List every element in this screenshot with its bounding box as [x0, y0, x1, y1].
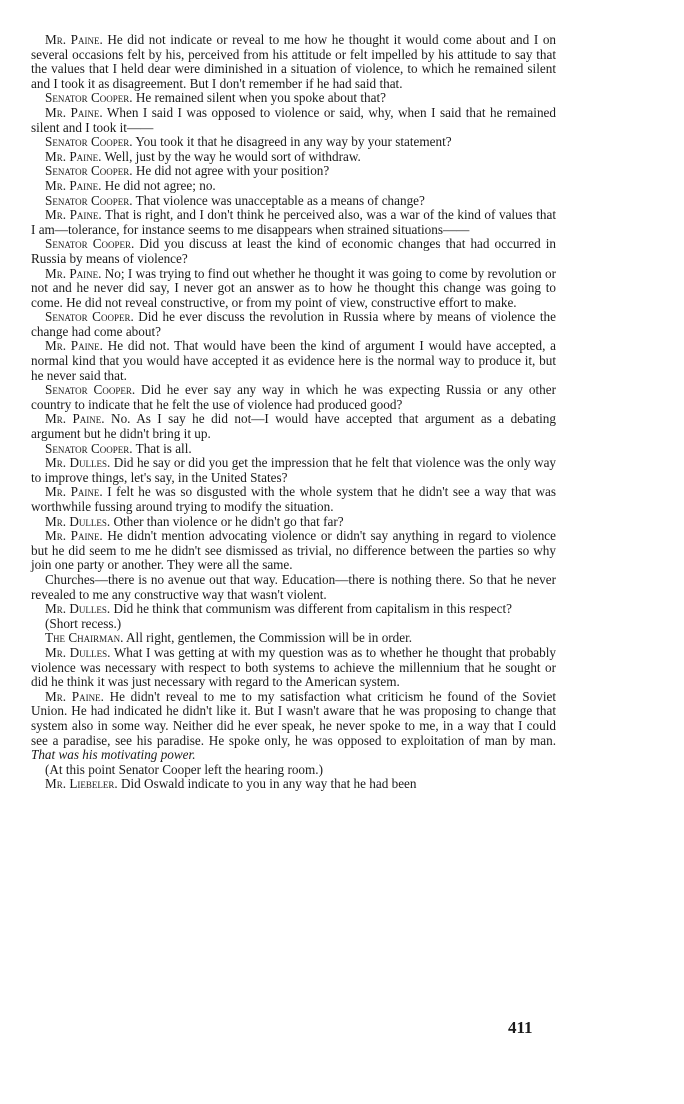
transcript-paragraph	[31, 150, 556, 165]
paragraph-text: Well, just by the way he would sort of withdraw.	[101, 148, 361, 164]
paragraph-text: No. As I say he did not—I would have accepted that argument as a debating argument but he didn't bring it up.	[31, 411, 556, 442]
speaker-name: Mr. Paine.	[45, 148, 102, 164]
paragraph-text: That is all.	[132, 440, 192, 456]
transcript-paragraph	[31, 267, 556, 311]
speaker-name: Senator Cooper.	[45, 192, 133, 208]
transcript-paragraph	[31, 179, 556, 194]
transcript-paragraph	[31, 763, 556, 778]
paragraph-text: He did not. That would have been the kind of argument I would have accepted, a normal kind that you would have accepted it as evidence here is the normal way to produce it, but he never said that.	[31, 338, 557, 383]
page-number: 411	[508, 1018, 533, 1037]
paragraph-text: He did not agree; no.	[101, 177, 216, 193]
paragraph-text: He remained silent when you spoke about that?	[132, 90, 386, 106]
paragraph-text: That violence was unacceptable as a means of change?	[132, 192, 425, 208]
speaker-name: Mr. Paine.	[45, 338, 103, 354]
transcript-paragraph	[31, 602, 556, 617]
paragraph-text: Did he say or did you get the impression that he felt that violence was the only way to improve things, let's say, in the United States?	[31, 455, 557, 485]
transcript-paragraph	[31, 237, 556, 266]
speaker-name: Mr. Dulles.	[45, 513, 111, 529]
paragraph-text: He didn't mention advocating violence or didn't say anything in regard to violence but he did seem to me he didn't see dismissed as trivial, no difference between the parties so why join one party or another. They were all the same.	[31, 528, 556, 573]
paragraph-text: You took it that he disagreed in any way by your statement?	[132, 134, 452, 150]
paragraph-text: He didn't reveal to me to my satisfaction what criticism he found of the Soviet Union. He had indicated he didn't like it. But I wasn't aware that he was proposing to change that system also in some way. Neither did he ever speak, he never spoke to me, in a way that I could see a paradise, see his paradise. He spoke only, he was opposed to exploitation of man by man.	[31, 688, 556, 748]
transcript-paragraph	[31, 442, 556, 457]
transcript-paragraph	[31, 631, 556, 646]
transcript-paragraph	[31, 106, 556, 135]
transcript-paragraph	[31, 339, 556, 383]
speaker-name: Mr. Dulles.	[45, 644, 111, 660]
transcript-paragraph	[31, 310, 556, 339]
transcript-paragraph	[31, 194, 556, 209]
italic-text: That was his motivating power.	[31, 747, 196, 763]
paragraph-text: All right, gentlemen, the Commission will be in order.	[123, 630, 413, 646]
paragraph-text: I felt he was so disgusted with the whole system that he didn't see a way that was worthwhile fussing around trying to modify the situation.	[31, 484, 556, 514]
speaker-name: Senator Cooper.	[45, 236, 135, 252]
paragraph-text: Did he ever discuss the revolution in Russia where by means of violence the change had come about?	[31, 309, 556, 339]
speaker-name: Mr. Dulles.	[45, 601, 111, 617]
speaker-name: Mr. Paine.	[45, 528, 103, 544]
transcript-paragraph	[31, 690, 556, 763]
paragraph-text: No; I was trying to find out whether he thought it was going to come by revolution or not and he never did say, I never got an answer as to how he thought this change was going to come. He did not reveal constructive, or from my point of view, constructive effort to make.	[31, 265, 556, 310]
speaker-name: Mr. Paine.	[45, 177, 102, 193]
paragraph-text: Churches—there is no avenue out that way. Education—there is nothing there. So that he never revealed to me any constructive way that wasn't violent.	[31, 571, 556, 602]
speaker-name: Senator Cooper.	[45, 90, 133, 106]
speaker-name: The Chairman.	[45, 630, 124, 646]
paragraph-text: Did he ever say any way in which he was expecting Russia or any other country to indicate that he felt the use of violence had produced good?	[31, 382, 556, 412]
speaker-name: Mr. Paine.	[45, 32, 103, 47]
speaker-name: Mr. Paine.	[45, 104, 103, 120]
paragraph-text: Did Oswald indicate to you in any way that he had been	[117, 776, 417, 792]
transcript-paragraph	[31, 33, 556, 91]
transcript-paragraph	[31, 646, 556, 690]
speaker-name: Mr. Dulles.	[45, 455, 111, 471]
transcript-paragraph	[31, 412, 556, 441]
transcript-body	[31, 33, 556, 792]
transcript-paragraph	[31, 777, 556, 792]
speaker-name: Mr. Paine.	[45, 265, 102, 281]
transcript-paragraph	[31, 91, 556, 106]
speaker-name: Mr. Paine.	[45, 411, 105, 427]
transcript-paragraph	[31, 383, 556, 412]
speaker-name: Senator Cooper.	[45, 163, 133, 179]
paragraph-text: (Short recess.)	[45, 615, 122, 631]
paragraph-text: (At this point Senator Cooper left the hearing room.)	[45, 761, 323, 777]
paragraph-text: He did not agree with your position?	[132, 163, 330, 179]
transcript-paragraph	[31, 617, 556, 632]
transcript-paragraph	[31, 164, 556, 179]
transcript-paragraph	[31, 529, 556, 573]
transcript-paragraph	[31, 515, 556, 530]
speaker-name: Senator Cooper.	[45, 309, 134, 325]
transcript-paragraph	[31, 208, 556, 237]
transcript-paragraph	[31, 573, 556, 602]
speaker-name: Senator Cooper.	[45, 440, 133, 456]
paragraph-text: Did he think that communism was different from capitalism in this respect?	[110, 601, 513, 617]
paragraph-text: Other than violence or he didn't go that far?	[110, 513, 344, 529]
speaker-name: Mr. Paine.	[45, 207, 102, 223]
paragraph-text: That is right, and I don't think he perceived also, was a war of the kind of values that I am—tolerance, for instance seems to me disappears when strained situations——	[31, 207, 556, 237]
speaker-name: Senator Cooper.	[45, 134, 133, 150]
transcript-paragraph	[31, 135, 556, 150]
transcript-paragraph	[31, 485, 556, 514]
speaker-name: Mr. Paine.	[45, 484, 103, 500]
paragraph-text: What I was getting at with my question was as to whether he thought that probably violence was necessary with respect to both systems to achieve the millennium that he sought or did he think it was just necessary with regard to the American system.	[31, 644, 557, 690]
speaker-name: Mr. Liebeler.	[45, 776, 118, 792]
speaker-name: Mr. Paine.	[45, 688, 104, 704]
paragraph-text: He did not indicate or reveal to me how he thought it would come about and I on several occasions felt by his, perceived from his attitude or felt impelled by his attitude to say that the values that I held dear were diminished in a situation of violence, to which he remained silent and I took it as disagreement. But I don't remember if he had said that.	[31, 32, 557, 91]
speaker-name: Senator Cooper.	[45, 382, 136, 398]
transcript-paragraph	[31, 456, 556, 485]
paragraph-text: Did you discuss at least the kind of economic changes that had occurred in Russia by means of violence?	[31, 236, 556, 266]
paragraph-text: When I said I was opposed to violence or said, why, when I said that he remained silent and I took it——	[31, 104, 556, 135]
